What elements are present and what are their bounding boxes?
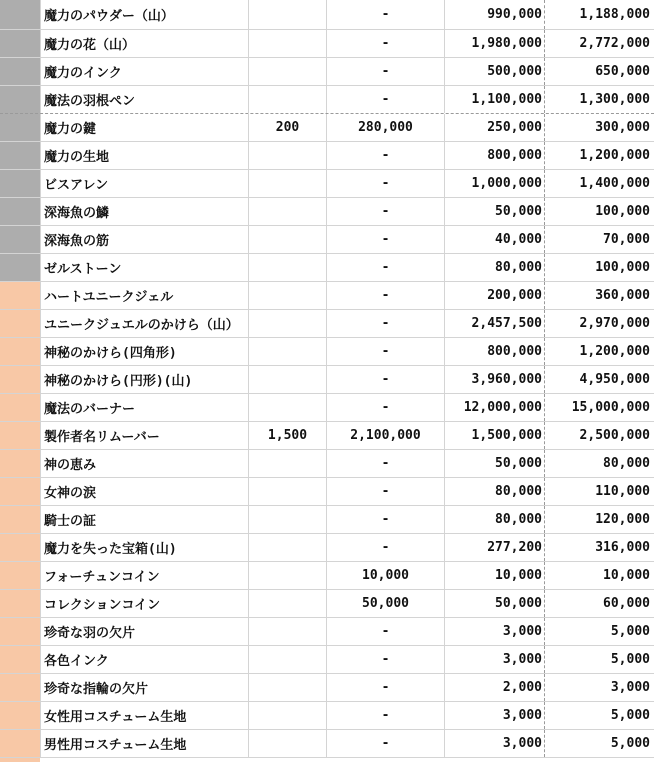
material-cost-cell[interactable]: - — [326, 58, 444, 85]
item-name-cell[interactable]: 製作者名リムーバー — [40, 422, 248, 449]
table-row — [0, 86, 654, 114]
item-name-cell[interactable]: 珍奇な指輪の欠片 — [40, 674, 248, 701]
table-row — [0, 366, 654, 394]
price-low-cell[interactable]: 80,000 — [444, 478, 544, 505]
quantity-cell[interactable] — [248, 506, 326, 533]
table-row — [0, 30, 654, 58]
price-high-cell[interactable]: 10,000 — [544, 562, 654, 589]
price-low-cell[interactable]: 50,000 — [444, 590, 544, 617]
table-row — [0, 534, 654, 562]
material-cost-cell[interactable]: - — [326, 338, 444, 365]
item-name-cell[interactable]: 深海魚の鱗 — [40, 198, 248, 225]
material-cost-cell[interactable]: - — [326, 198, 444, 225]
price-high-cell[interactable]: 650,000 — [544, 58, 654, 85]
material-cost-cell[interactable]: 10,000 — [326, 562, 444, 589]
price-high-cell[interactable]: 5,000 — [544, 702, 654, 729]
price-low-cell[interactable]: 3,000 — [444, 646, 544, 673]
table-row — [0, 646, 654, 674]
table-row — [0, 282, 654, 310]
item-name-cell[interactable]: ハートユニークジェル — [40, 282, 248, 309]
quantity-cell[interactable] — [248, 310, 326, 337]
item-name-cell[interactable]: 魔力のパウダー（山） — [40, 0, 248, 29]
material-cost-cell[interactable]: - — [326, 226, 444, 253]
quantity-cell[interactable] — [248, 254, 326, 281]
price-high-cell[interactable]: 100,000 — [544, 254, 654, 281]
quantity-cell[interactable] — [248, 478, 326, 505]
table-row — [0, 674, 654, 702]
item-name-cell[interactable]: フォーチュンコイン — [40, 562, 248, 589]
item-name-cell[interactable]: コレクションコイン — [40, 590, 248, 617]
quantity-cell[interactable] — [248, 562, 326, 589]
material-cost-cell[interactable]: - — [326, 646, 444, 673]
price-low-cell[interactable]: 10,000 — [444, 562, 544, 589]
item-name-cell[interactable]: ビスアレン — [40, 170, 248, 197]
item-name-cell[interactable]: 魔力の生地 — [40, 142, 248, 169]
price-low-cell[interactable]: 50,000 — [444, 198, 544, 225]
price-high-cell[interactable]: 5,000 — [544, 730, 654, 757]
material-cost-cell[interactable]: - — [326, 30, 444, 57]
item-name-cell[interactable]: 珍奇な羽の欠片 — [40, 618, 248, 645]
price-low-cell[interactable]: 250,000 — [444, 114, 544, 141]
table-row — [0, 730, 654, 758]
quantity-cell[interactable] — [248, 394, 326, 421]
material-cost-cell[interactable]: - — [326, 534, 444, 561]
item-name-cell[interactable]: 神秘のかけら(円形)(山) — [40, 366, 248, 393]
price-low-cell[interactable]: 990,000 — [444, 0, 544, 29]
quantity-cell[interactable] — [248, 142, 326, 169]
item-name-cell[interactable]: 女性用コスチューム生地 — [40, 702, 248, 729]
quantity-cell[interactable] — [248, 730, 326, 757]
quantity-cell[interactable] — [248, 450, 326, 477]
table-row — [0, 422, 654, 450]
material-cost-cell[interactable]: - — [326, 730, 444, 757]
price-high-cell[interactable]: 1,200,000 — [544, 142, 654, 169]
table-row — [0, 394, 654, 422]
price-low-cell[interactable]: 1,000,000 — [444, 170, 544, 197]
material-cost-cell[interactable]: - — [326, 674, 444, 701]
material-cost-cell[interactable]: - — [326, 366, 444, 393]
price-low-cell[interactable]: 3,960,000 — [444, 366, 544, 393]
table-row — [0, 226, 654, 254]
price-high-cell[interactable]: 1,300,000 — [544, 86, 654, 113]
price-low-cell[interactable]: 277,200 — [444, 534, 544, 561]
table-row — [0, 114, 654, 142]
material-cost-cell[interactable]: - — [326, 142, 444, 169]
table-row — [0, 562, 654, 590]
price-low-cell[interactable]: 40,000 — [444, 226, 544, 253]
price-high-cell[interactable]: 316,000 — [544, 534, 654, 561]
item-name-cell[interactable]: 神秘のかけら(四角形) — [40, 338, 248, 365]
quantity-cell[interactable] — [248, 282, 326, 309]
price-low-cell[interactable]: 200,000 — [444, 282, 544, 309]
table-row — [0, 618, 654, 646]
item-name-cell[interactable]: 魔力の鍵 — [40, 114, 248, 141]
price-low-cell[interactable]: 3,000 — [444, 730, 544, 757]
price-high-cell[interactable]: 80,000 — [544, 450, 654, 477]
quantity-cell[interactable] — [248, 170, 326, 197]
item-name-cell[interactable]: 深海魚の筋 — [40, 226, 248, 253]
price-high-cell[interactable]: 2,500,000 — [544, 422, 654, 449]
quantity-cell[interactable] — [248, 590, 326, 617]
quantity-cell[interactable] — [248, 534, 326, 561]
table-row — [0, 198, 654, 226]
item-name-cell[interactable]: 魔法のバーナー — [40, 394, 248, 421]
price-high-cell[interactable]: 360,000 — [544, 282, 654, 309]
price-low-cell[interactable]: 80,000 — [444, 254, 544, 281]
price-high-cell[interactable]: 4,950,000 — [544, 366, 654, 393]
price-high-cell[interactable]: 3,000 — [544, 674, 654, 701]
item-name-cell[interactable]: 魔力の花（山） — [40, 30, 248, 57]
material-cost-cell[interactable]: - — [326, 170, 444, 197]
price-low-cell[interactable]: 3,000 — [444, 702, 544, 729]
price-low-cell[interactable]: 50,000 — [444, 450, 544, 477]
table-row — [0, 58, 654, 86]
price-high-cell[interactable]: 300,000 — [544, 114, 654, 141]
material-cost-cell[interactable]: - — [326, 618, 444, 645]
price-low-cell[interactable]: 2,457,500 — [444, 310, 544, 337]
material-cost-cell[interactable]: - — [326, 450, 444, 477]
material-cost-cell[interactable]: - — [326, 254, 444, 281]
item-name-cell[interactable]: 魔力のインク — [40, 58, 248, 85]
price-high-cell[interactable]: 1,200,000 — [544, 338, 654, 365]
quantity-cell[interactable] — [248, 674, 326, 701]
material-cost-cell[interactable]: - — [326, 310, 444, 337]
price-low-cell[interactable]: 800,000 — [444, 338, 544, 365]
material-cost-cell[interactable]: - — [326, 506, 444, 533]
material-cost-cell[interactable]: 50,000 — [326, 590, 444, 617]
quantity-cell[interactable] — [248, 366, 326, 393]
item-name-cell[interactable]: ユニークジュエルのかけら（山） — [40, 310, 248, 337]
table-row — [0, 310, 654, 338]
material-cost-cell[interactable]: - — [326, 702, 444, 729]
price-low-cell[interactable]: 1,100,000 — [444, 86, 544, 113]
quantity-cell[interactable] — [248, 338, 326, 365]
material-cost-cell[interactable]: - — [326, 282, 444, 309]
price-high-cell[interactable]: 100,000 — [544, 198, 654, 225]
price-low-cell[interactable]: 800,000 — [444, 142, 544, 169]
quantity-cell[interactable] — [248, 618, 326, 645]
price-high-cell[interactable]: 1,400,000 — [544, 170, 654, 197]
price-low-cell[interactable]: 2,000 — [444, 674, 544, 701]
table-row — [0, 338, 654, 366]
table-row — [0, 478, 654, 506]
price-high-cell[interactable]: 2,970,000 — [544, 310, 654, 337]
table-row — [0, 450, 654, 478]
quantity-cell[interactable]: 1,500 — [248, 422, 326, 449]
quantity-cell[interactable] — [248, 226, 326, 253]
price-high-cell[interactable]: 120,000 — [544, 506, 654, 533]
table-row — [0, 506, 654, 534]
material-cost-cell[interactable]: - — [326, 0, 444, 29]
price-low-cell[interactable]: 1,980,000 — [444, 30, 544, 57]
quantity-cell[interactable] — [248, 58, 326, 85]
table-row — [0, 0, 654, 30]
material-cost-cell[interactable]: - — [326, 86, 444, 113]
price-high-cell[interactable]: 2,772,000 — [544, 30, 654, 57]
quantity-cell[interactable] — [248, 646, 326, 673]
item-name-cell[interactable]: 女神の涙 — [40, 478, 248, 505]
quantity-cell[interactable] — [248, 198, 326, 225]
quantity-cell[interactable] — [248, 86, 326, 113]
price-low-cell[interactable]: 500,000 — [444, 58, 544, 85]
price-high-cell[interactable]: 70,000 — [544, 226, 654, 253]
item-name-cell[interactable]: 男性用コスチューム生地 — [40, 730, 248, 757]
item-name-cell[interactable]: 各色インク — [40, 646, 248, 673]
price-high-cell[interactable]: 60,000 — [544, 590, 654, 617]
item-name-cell[interactable]: 魔法の羽根ペン — [40, 86, 248, 113]
item-name-cell[interactable]: 魔力を失った宝箱(山) — [40, 534, 248, 561]
quantity-cell[interactable] — [248, 702, 326, 729]
price-high-cell[interactable]: 110,000 — [544, 478, 654, 505]
price-high-cell[interactable]: 5,000 — [544, 646, 654, 673]
quantity-cell[interactable] — [248, 30, 326, 57]
material-cost-cell[interactable]: - — [326, 394, 444, 421]
price-high-cell[interactable]: 15,000,000 — [544, 394, 654, 421]
material-cost-cell[interactable]: 280,000 — [326, 114, 444, 141]
quantity-cell[interactable] — [248, 0, 326, 29]
price-low-cell[interactable]: 3,000 — [444, 618, 544, 645]
item-name-cell[interactable]: 神の恵み — [40, 450, 248, 477]
material-cost-cell[interactable]: - — [326, 478, 444, 505]
price-high-cell[interactable]: 1,188,000 — [544, 0, 654, 29]
table-row — [0, 254, 654, 282]
table-row — [0, 142, 654, 170]
quantity-cell[interactable]: 200 — [248, 114, 326, 141]
price-low-cell[interactable]: 80,000 — [444, 506, 544, 533]
material-cost-cell[interactable]: 2,100,000 — [326, 422, 444, 449]
price-low-cell[interactable]: 12,000,000 — [444, 394, 544, 421]
price-high-cell[interactable]: 5,000 — [544, 618, 654, 645]
table-row — [0, 590, 654, 618]
item-name-cell[interactable]: 騎士の証 — [40, 506, 248, 533]
item-name-cell[interactable]: ゼルストーン — [40, 254, 248, 281]
table-row — [0, 702, 654, 730]
table-row — [0, 170, 654, 198]
price-low-cell[interactable]: 1,500,000 — [444, 422, 544, 449]
